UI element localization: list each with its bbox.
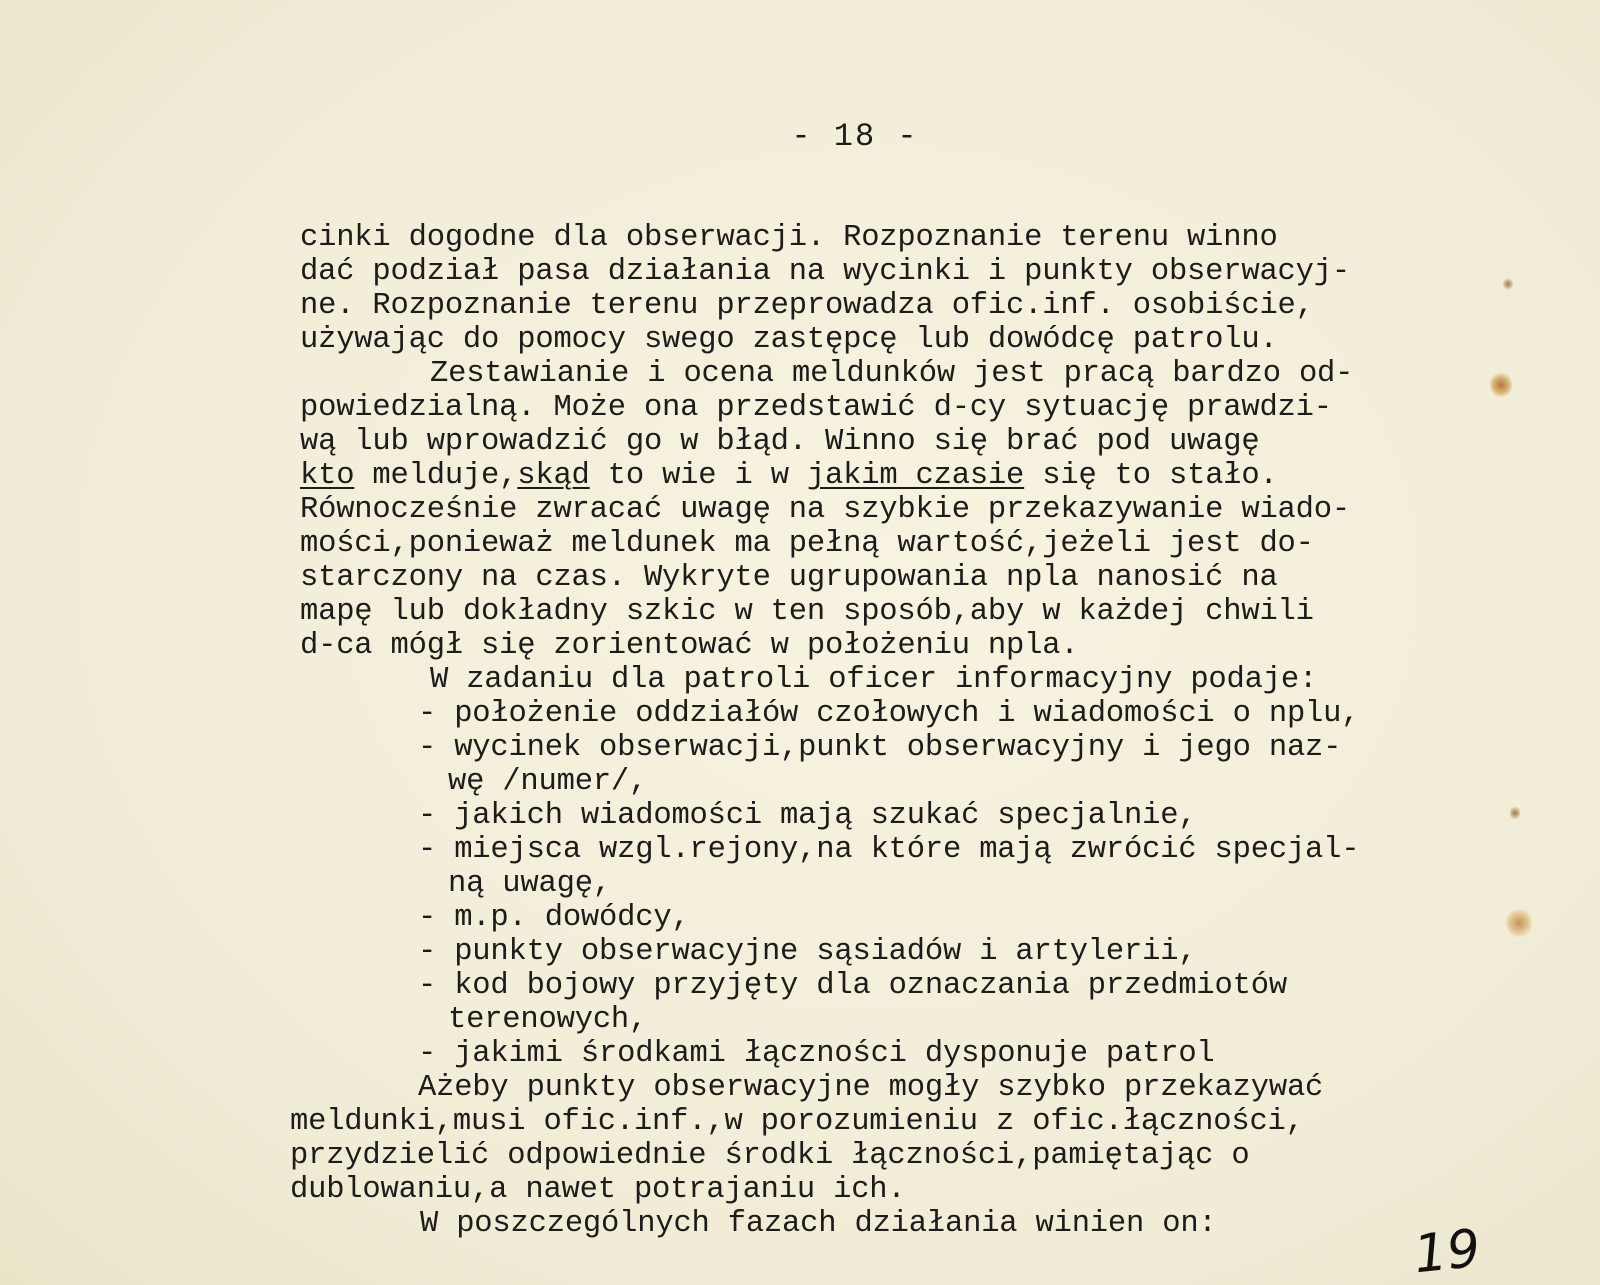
text-line: dać podział pasa działania na wycinki i punkty obserwacyj- (300, 255, 1350, 289)
text-line: meldunki,musi ofic.inf.,w porozumieniu z ofic.łączności, (290, 1105, 1304, 1139)
text-fragment: się to stało. (1024, 459, 1278, 493)
text-fragment: to wie i w (589, 459, 807, 493)
text-line: - jakimi środkami łączności dysponuje patrol (418, 1037, 1215, 1071)
text-line: W zadaniu dla patroli oficer informacyjny podaje: (430, 663, 1318, 697)
text-line: mapę lub dokładny szkic w ten sposób,aby w każdej chwili (300, 595, 1314, 629)
text-line: Ażeby punkty obserwacyjne mogły szybko przekazywać (418, 1071, 1324, 1105)
rust-stain (1510, 806, 1520, 820)
text-line: używając do pomocy swego zastępcę lub dowódcę patrolu. (300, 323, 1278, 357)
text-line: - wycinek obserwacji,punkt obserwacyjny i jego naz- (418, 731, 1342, 765)
rust-stain (1506, 908, 1532, 938)
underlined-phrase: kto (300, 459, 355, 493)
text-line: powiedzialną. Może ona przedstawić d-cy sytuację prawdzi- (300, 391, 1332, 425)
text-line: d-ca mógł się zorientować w położeniu npla. (300, 629, 1079, 663)
text-line: - kod bojowy przyjęty dla oznaczania przedmiotów (418, 969, 1287, 1003)
text-line: W poszczególnych fazach działania winien on: (420, 1207, 1217, 1241)
underlined-phrase: jakim czasie (806, 459, 1025, 493)
rust-stain (1490, 372, 1512, 398)
text-line: Zestawianie i ocena meldunków jest pracą bardzo od- (430, 357, 1354, 391)
text-line (300, 459, 1278, 493)
underlined-phrase: skąd (517, 459, 590, 493)
text-line: terenowych, (448, 1003, 648, 1037)
text-line: - położenie oddziałów czołowych i wiadomości o nplu, (418, 697, 1360, 731)
text-line: - m.p. dowódcy, (418, 901, 690, 935)
rust-stain (1503, 278, 1513, 290)
text-line: ną uwagę, (448, 867, 611, 901)
text-line: - miejsca wzgl.rejony,na które mają zwrócić specjal- (418, 833, 1360, 867)
text-line: Równocześnie zwracać uwagę na szybkie przekazywanie wiado- (300, 493, 1350, 527)
text-line: cinki dogodne dla obserwacji. Rozpoznanie terenu winno (300, 221, 1278, 255)
text-line: wą lub wprowadzić go w błąd. Winno się brać pod uwagę (300, 425, 1260, 459)
text-line: starczony na czas. Wykryte ugrupowania npla nanosić na (300, 561, 1278, 595)
text-line: - jakich wiadomości mają szukać specjalnie, (418, 799, 1197, 833)
text-line: ne. Rozpoznanie terenu przeprowadza ofic.inf. osobiście, (300, 289, 1314, 323)
text-line: mości,ponieważ meldunek ma pełną wartość,jeżeli jest do- (300, 527, 1314, 561)
handwritten-folio-number: 19 (1410, 1218, 1483, 1285)
text-line: przydzielić odpowiednie środki łączności,pamiętając o (290, 1139, 1250, 1173)
page-number: - 18 - (791, 118, 919, 155)
text-fragment: melduje, (354, 459, 518, 493)
text-line: wę /numer/, (448, 765, 648, 799)
text-line: - punkty obserwacyjne sąsiadów i artylerii, (418, 935, 1197, 969)
text-line: dublowaniu,a nawet potrajaniu ich. (290, 1173, 906, 1207)
